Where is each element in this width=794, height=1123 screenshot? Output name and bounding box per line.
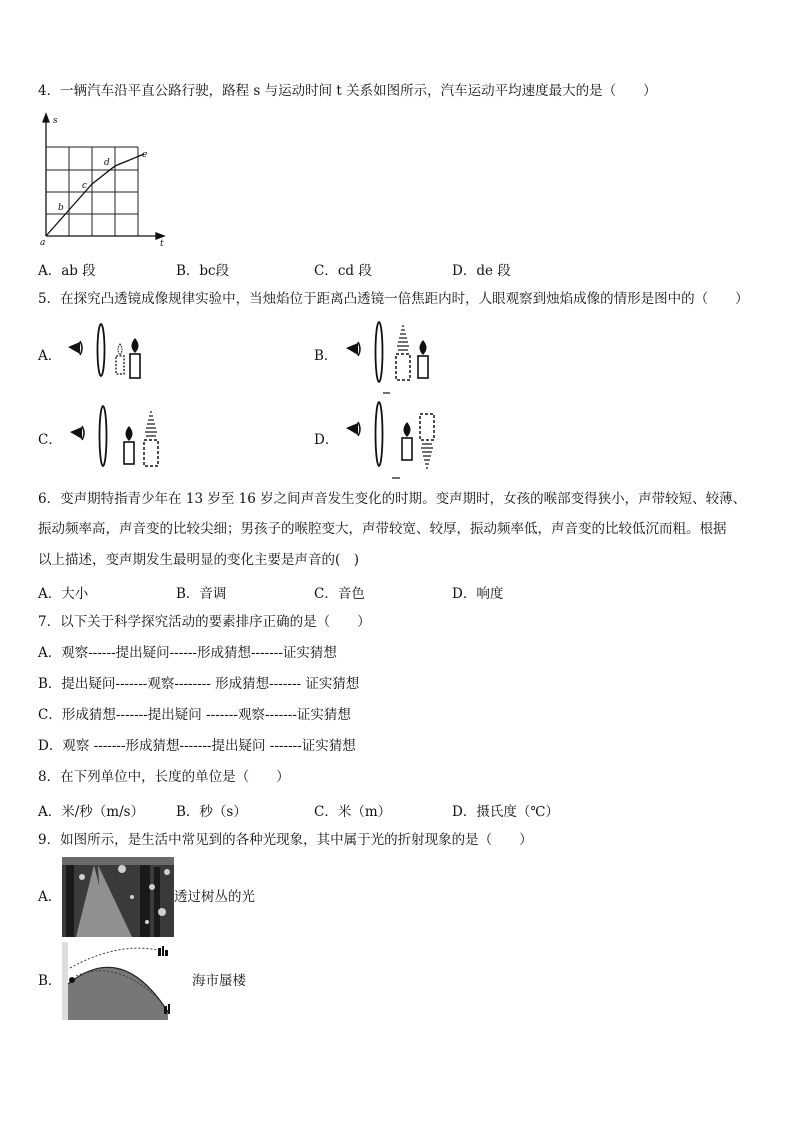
eye-icon [346, 342, 360, 356]
q6-line-1: 6．变声期特指青少年在 13 岁至 16 岁之间声音发生变化的时期。变声期时，女孩的喉部变得狭小，声带较短、较薄、 [38, 491, 747, 507]
eye-icon [68, 341, 82, 355]
large-image-candle [144, 412, 158, 466]
convex-lens [376, 402, 383, 466]
q4-option-d[interactable]: D．de 段 [452, 263, 511, 279]
small-image-candle [116, 344, 124, 374]
point-label-c: c [82, 181, 88, 191]
q6-line-2: 振动频率高，声音变的比较尖细；男孩子的喉腔变大，声带较宽、较厚，振动频率低，声音变的比较低沉而粗。根据 [38, 521, 727, 537]
q9-stem: 9．如图所示，是生活中常见到的各种光现象，其中属于光的折射现象的是（ ） [38, 832, 533, 848]
q7-option-c[interactable]: C．形成猜想-------提出疑问 -------观察-------证实猜想 [38, 707, 351, 723]
q4-option-c[interactable]: C．cd 段 [314, 263, 372, 279]
point-label-a: a [40, 238, 46, 248]
q6-line-3: 以上描述，变声期发生最明显的变化主要是声音的( ) [38, 552, 360, 568]
convex-lens [100, 406, 107, 466]
inverted-image-candle [420, 414, 434, 468]
q5-figure-c [64, 404, 174, 470]
q8-stem: 8．在下列单位中，长度的单位是（ ） [38, 769, 290, 785]
q8-option-b[interactable]: B．秒（s） [176, 804, 247, 820]
candle-icon [402, 422, 412, 460]
graph-st-line [46, 154, 144, 236]
candle-icon [130, 338, 140, 378]
q4-option-a[interactable]: A．ab 段 [38, 263, 96, 279]
q5-figure-a [64, 322, 154, 388]
q7-option-d[interactable]: D．观察 -------形成猜想-------提出疑问 -------证实猜想 [38, 738, 356, 754]
q6-option-c[interactable]: C．音色 [314, 586, 365, 602]
convex-lens [98, 324, 105, 376]
q5-option-d[interactable]: D． [314, 432, 339, 448]
q6-option-d[interactable]: D．响度 [452, 586, 504, 602]
eye-icon [346, 422, 360, 436]
q5-figure-b [340, 314, 450, 400]
q7-option-b[interactable]: B．提出疑问-------观察-------- 形成猜想------- 证实猜想 [38, 676, 360, 692]
q8-option-a[interactable]: A．米/秒（m/s） [38, 804, 145, 820]
mirage-diagram [62, 942, 178, 1020]
axis-label-s: s [53, 116, 58, 126]
large-image-candle [396, 326, 410, 380]
forest-light-photo [62, 857, 174, 937]
q9-option-a-letter[interactable]: A． [38, 889, 62, 905]
graph-grid [46, 147, 138, 236]
point-label-b: b [58, 203, 64, 213]
q5-option-b[interactable]: B． [314, 348, 338, 364]
q6-option-b[interactable]: B．音调 [176, 586, 227, 602]
q4-option-b[interactable]: B．bc段 [176, 263, 230, 279]
q8-options [38, 800, 758, 818]
q5-option-c[interactable]: C． [38, 432, 62, 448]
q5-figure-d [340, 392, 450, 482]
q9-option-b-letter[interactable]: B． [38, 973, 62, 989]
q4-stem: 4．一辆汽车沿平直公路行驶，路程 s 与运动时间 t 关系如图所示，汽车运动平均速度最大的是（ ） [38, 83, 657, 99]
q5-stem: 5．在探究凸透镜成像规律实验中，当烛焰位于距离凸透镜一倍焦距内时，人眼观察到烛焰成像的情形是图中的（ ） [38, 291, 749, 307]
convex-lens [376, 322, 383, 382]
q4-options [38, 259, 758, 277]
axis-label-t: t [160, 239, 164, 248]
q4-st-graph [36, 112, 172, 248]
graph-axes [43, 114, 164, 239]
eye-icon [70, 426, 84, 440]
q7-option-a[interactable]: A．观察------提出疑问------形成猜想-------证实猜想 [38, 645, 337, 661]
q7-stem: 7．以下关于科学探究活动的要素排序正确的是（ ） [38, 614, 371, 630]
q9-option-b-caption: 海市蜃楼 [192, 973, 246, 989]
q5-option-a[interactable]: A． [38, 348, 62, 364]
point-label-e: e [142, 150, 148, 160]
q6-option-a[interactable]: A．大小 [38, 586, 89, 602]
candle-icon [124, 426, 134, 464]
q9-option-a-caption: 透过树丛的光 [174, 889, 255, 905]
candle-icon [418, 340, 428, 378]
q8-option-c[interactable]: C．米（m） [314, 804, 392, 820]
point-label-d: d [104, 158, 110, 168]
q8-option-d[interactable]: D．摄氏度（℃） [452, 804, 559, 820]
q6-options [38, 582, 758, 600]
